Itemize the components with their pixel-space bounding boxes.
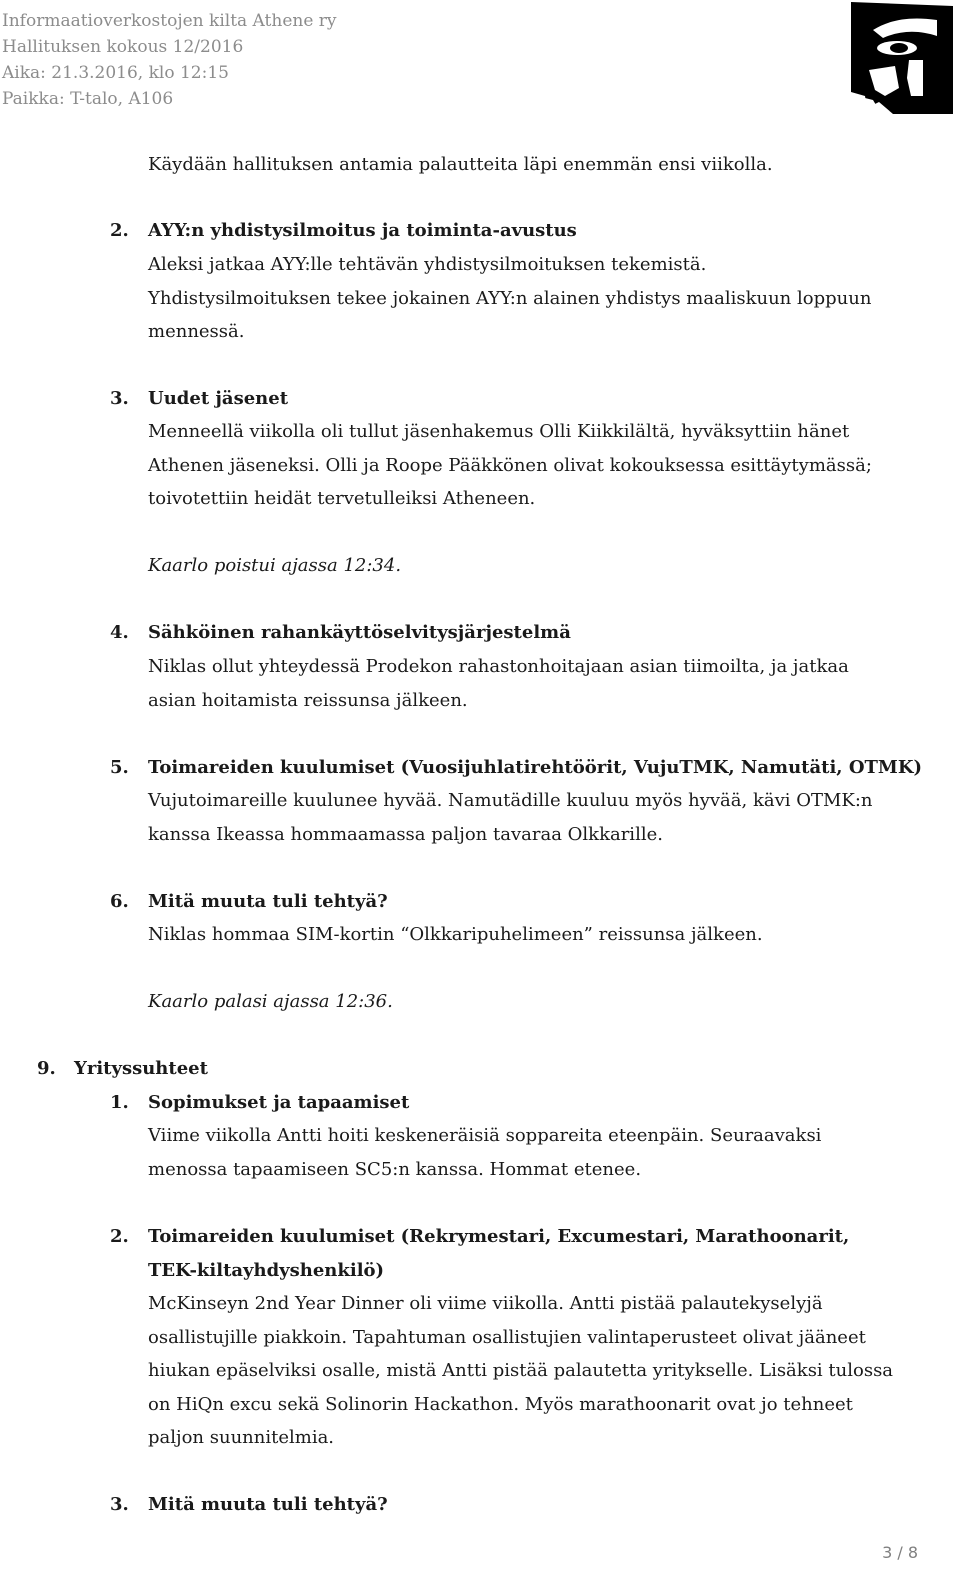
- body-line: Niklas ollut yhteydessä Prodekon rahastonhoitajaan asian tiimoilta, ja jatkaa: [148, 656, 849, 677]
- section-title: Yrityssuhteet: [74, 1058, 208, 1079]
- body-line: asian hoitamista reissunsa jälkeen.: [148, 689, 468, 711]
- item-number: 3.: [110, 388, 129, 409]
- item-number: 2.: [110, 1226, 129, 1247]
- header-time: Aika: 21.3.2016, klo 12:15: [2, 63, 229, 83]
- body-line: Aleksi jatkaa AYY:lle tehtävän yhdistysilmoituksen tekemistä.: [148, 254, 707, 275]
- page-number: 3 / 8: [882, 1543, 918, 1562]
- item-body: [148, 918, 938, 952]
- item-number: 1.: [110, 1092, 129, 1113]
- item-number: 6.: [110, 891, 129, 912]
- item-number: 3.: [110, 1494, 129, 1515]
- athene-logo: [849, 0, 955, 116]
- item-body: [148, 1119, 938, 1186]
- body-line: McKinseyn 2nd Year Dinner oli viime viikolla. Antti pistää palautekyselyjä: [148, 1293, 823, 1314]
- body-line: mennessä.: [148, 321, 245, 342]
- item-number: 5.: [110, 757, 129, 778]
- header-place: Paikka: T-talo, A106: [2, 89, 174, 109]
- body-line: toivotettiin heidät tervetulleiksi Atheneen.: [148, 488, 536, 509]
- title-line: Toimareiden kuulumiset (Rekrymestari, Excumestari, Marathoonarit,: [148, 1226, 850, 1247]
- body-line: kanssa Ikeassa hommaamassa paljon tavaraa Olkkarille.: [148, 823, 663, 845]
- item-title: AYY:n yhdistysilmoitus ja toiminta-avustus: [148, 220, 577, 241]
- body-line: Viime viikolla Antti hoiti keskeneräisiä soppareita eteenpäin. Seuraavaksi: [148, 1125, 822, 1146]
- intro-text: Käydään hallituksen antamia palautteita läpi enemmän ensi viikolla.: [148, 154, 773, 175]
- item-number: 2.: [110, 220, 129, 241]
- attendance-note: Kaarlo poistui ajassa 12:34.: [148, 555, 402, 576]
- title-line: TEK-kiltayhdyshenkilö): [148, 1259, 385, 1281]
- item-title: [148, 1220, 849, 1287]
- athene-face-logo-icon: [849, 0, 955, 116]
- item-body: [148, 1287, 938, 1455]
- body-line: hiukan epäselviksi osalle, mistä Antti pistää palautetta yritykselle. Lisäksi tulossa: [148, 1360, 894, 1381]
- section-number: 9.: [37, 1058, 56, 1079]
- header-org: Informaatioverkostojen kilta Athene ry: [2, 11, 337, 31]
- item-title: Toimareiden kuulumiset (Vuosijuhlatirehtöörit, VujuTMK, Namutäti, OTMK): [148, 757, 922, 778]
- item-body: [148, 784, 938, 851]
- item-title: Mitä muuta tuli tehtyä?: [148, 1494, 388, 1515]
- body-line: Vujutoimareille kuulunee hyvää. Namutädille kuuluu myös hyvää, kävi OTMK:n: [148, 790, 873, 811]
- item-body: [148, 248, 938, 349]
- item-body: [148, 415, 938, 516]
- item-title: Sähköinen rahankäyttöselvitysjärjestelmä: [148, 622, 571, 643]
- body-line: Athenen jäseneksi. Olli ja Roope Pääkkönen olivat kokouksessa esittäytymässä;: [148, 454, 872, 476]
- item-title: Uudet jäsenet: [148, 388, 289, 409]
- document-header: [2, 8, 337, 112]
- item-title: Mitä muuta tuli tehtyä?: [148, 891, 388, 912]
- item-number: 4.: [110, 622, 129, 643]
- body-line: osallistujille piakkoin. Tapahtuman osallistujien valintaperusteet olivat jääneet: [148, 1326, 866, 1348]
- body-line: Niklas hommaa SIM-kortin “Olkkaripuhelimeen” reissunsa jälkeen.: [148, 924, 763, 945]
- item-body: [148, 650, 938, 717]
- body-line: Menneellä viikolla oli tullut jäsenhakemus Olli Kiikkilältä, hyväksyttiin hänet: [148, 421, 850, 442]
- header-meeting: Hallituksen kokous 12/2016: [2, 37, 244, 57]
- body-line: paljon suunnitelmia.: [148, 1427, 335, 1448]
- body-line: on HiQn excu sekä Solinorin Hackathon. Myös marathoonarit ovat jo tehneet: [148, 1393, 853, 1415]
- body-line: menossa tapaamiseen SC5:n kanssa. Hommat etenee.: [148, 1158, 642, 1180]
- body-line: Yhdistysilmoituksen tekee jokainen AYY:n alainen yhdistys maaliskuun loppuun: [148, 287, 872, 309]
- attendance-note: Kaarlo palasi ajassa 12:36.: [148, 991, 393, 1012]
- item-title: Sopimukset ja tapaamiset: [148, 1092, 410, 1113]
